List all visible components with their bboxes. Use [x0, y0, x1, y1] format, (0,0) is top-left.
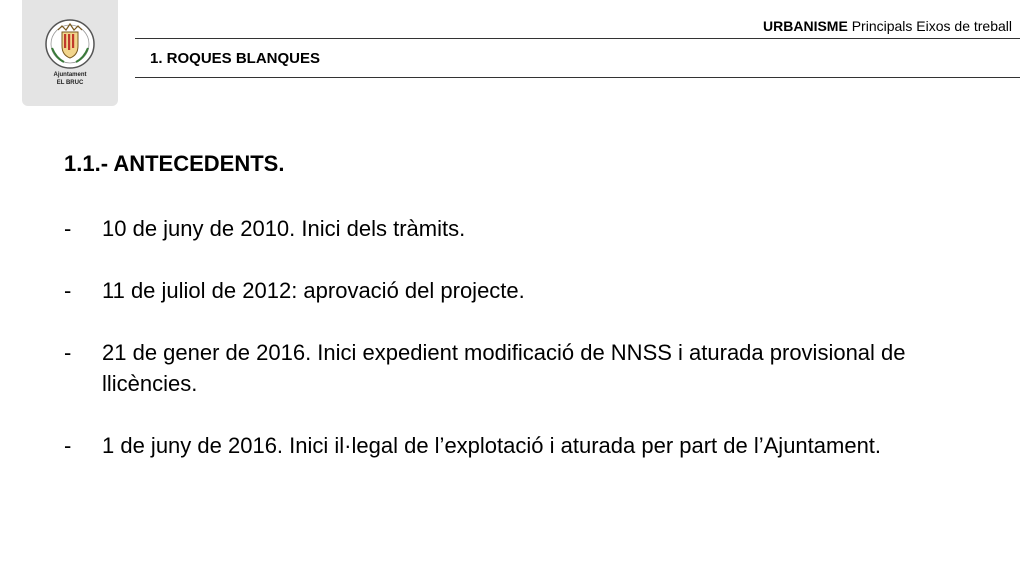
header-title: [763, 17, 1012, 35]
bullet-marker: -: [64, 340, 72, 365]
list-item-text: 21 de gener de 2016. Inici expedient modificació de NNSS i aturada provisional de llicències.: [102, 340, 906, 396]
bullet-marker: -: [64, 278, 72, 303]
header-title-rest: Principals Eixos de treball: [847, 18, 1012, 34]
municipal-logo: [22, 0, 118, 106]
bullet-marker: -: [64, 216, 72, 241]
header-title-strong: URBANISME: [763, 18, 848, 34]
list-item: [64, 430, 964, 461]
list-item: [64, 213, 964, 244]
section-title: 1. ROQUES BLANQUES: [150, 50, 321, 67]
page-heading: 1.1.- ANTECEDENTS.: [64, 151, 285, 176]
header-divider-bottom: [135, 77, 1020, 78]
logo-caption-line1: Ajuntament: [53, 72, 87, 78]
bullet-marker: -: [64, 433, 72, 458]
logo-caption-line2: EL BRUC: [56, 80, 84, 86]
header-divider-top: [135, 38, 1020, 39]
list-item-text: 1 de juny de 2016. Inici il·legal de l’explotació i aturada per part de l’Ajuntament.: [102, 433, 882, 458]
list-item: [64, 275, 964, 306]
list-item: [64, 337, 964, 399]
coat-of-arms-icon: [42, 18, 98, 70]
list-item-text: 10 de juny de 2010. Inici dels tràmits.: [102, 216, 466, 241]
antecedents-list: [64, 213, 964, 492]
list-item-text: 11 de juliol de 2012: aprovació del projecte.: [102, 278, 525, 303]
